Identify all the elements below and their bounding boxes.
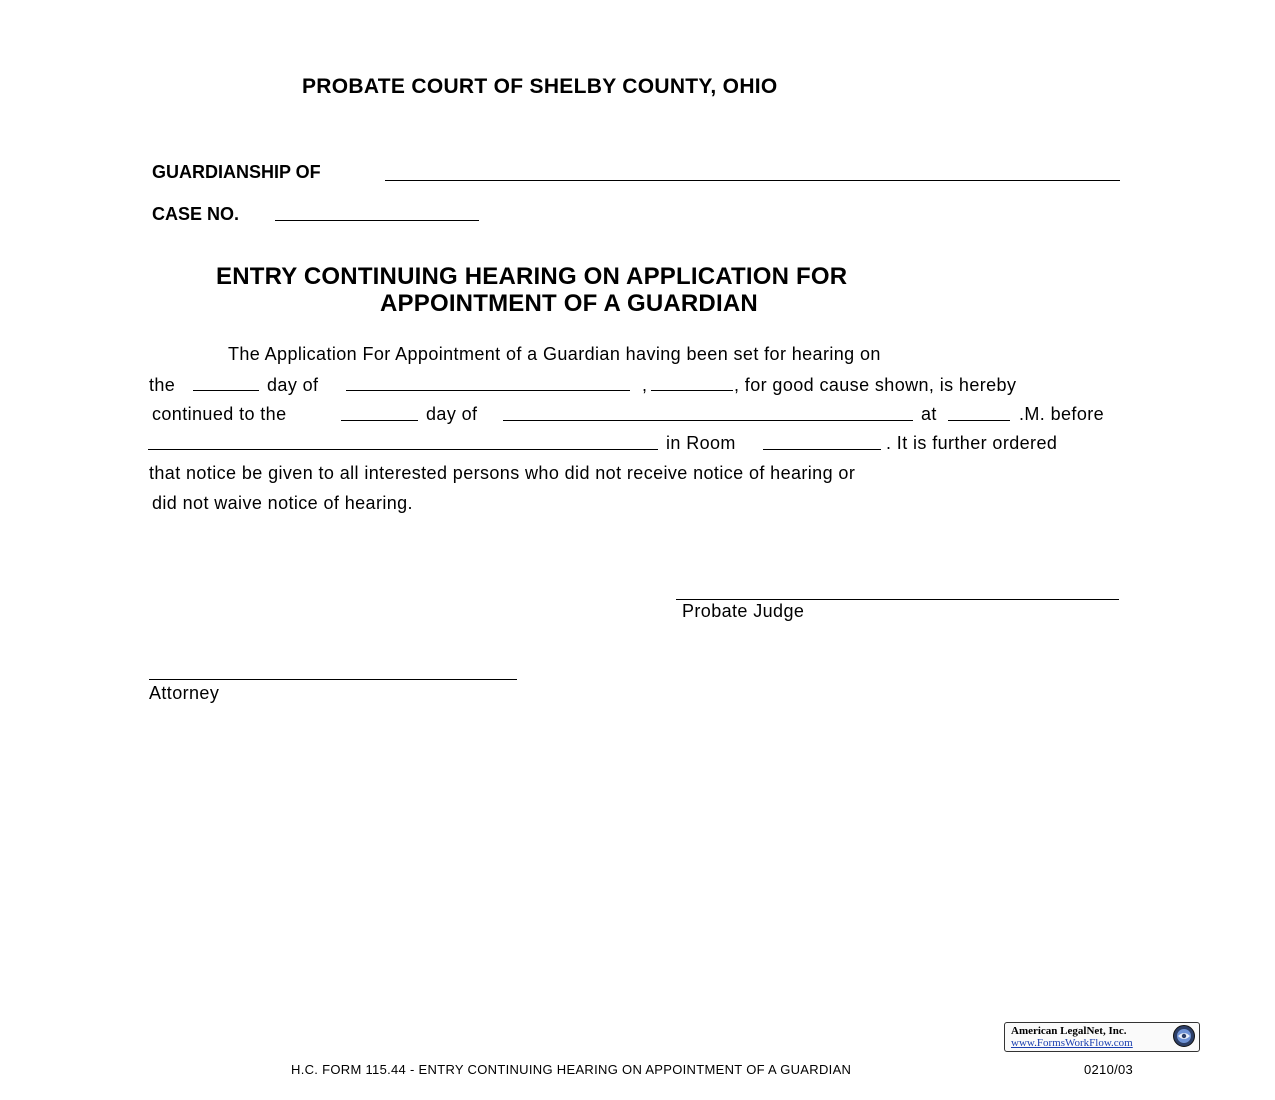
attorney-label: Attorney bbox=[149, 683, 220, 703]
original-month-line[interactable] bbox=[346, 390, 630, 391]
body-line-3-dayof: day of bbox=[426, 404, 478, 424]
body-line-2-comma: , bbox=[642, 375, 648, 395]
logo-company-name: American LegalNet, Inc. bbox=[1011, 1025, 1127, 1037]
body-line-3-continued: continued to the bbox=[152, 404, 287, 424]
entry-heading-line1: ENTRY CONTINUING HEARING ON APPLICATION FOR bbox=[216, 263, 848, 290]
attorney-signature-line[interactable] bbox=[149, 679, 517, 680]
body-line-4-inroom: in Room bbox=[666, 433, 736, 453]
room-number-line[interactable] bbox=[763, 449, 881, 450]
body-line-1: The Application For Appointment of a Guardian having been set for hearing on bbox=[228, 344, 881, 364]
case-no-line[interactable] bbox=[275, 220, 479, 221]
judge-signature-line[interactable] bbox=[676, 599, 1119, 600]
legalnet-logo[interactable] bbox=[1004, 1022, 1200, 1052]
body-line-2-goodcause: , for good cause shown, is hereby bbox=[734, 375, 1017, 395]
body-line-4-ordered: . It is further ordered bbox=[886, 433, 1058, 453]
logo-url-link[interactable]: www.FormsWorkFlow.com bbox=[1011, 1037, 1133, 1049]
magistrate-name-line[interactable] bbox=[148, 449, 658, 450]
continued-day-line[interactable] bbox=[341, 420, 418, 421]
body-line-3-at: at bbox=[921, 404, 937, 424]
body-line-5: that notice be given to all interested persons who did not receive notice of hearing or bbox=[149, 463, 856, 483]
original-day-line[interactable] bbox=[193, 390, 259, 391]
case-no-label: CASE NO. bbox=[152, 204, 240, 224]
body-line-3-before: .M. before bbox=[1019, 404, 1105, 424]
continued-time-line[interactable] bbox=[948, 420, 1010, 421]
body-line-2-dayof: day of bbox=[267, 375, 319, 395]
body-line-2-the: the bbox=[149, 375, 176, 395]
form-code-footer: 0210/03 bbox=[1084, 1062, 1134, 1077]
continued-month-line[interactable] bbox=[503, 420, 913, 421]
form-title-footer: H.C. FORM 115.44 - ENTRY CONTINUING HEARING ON APPOINTMENT OF A GUARDIAN bbox=[291, 1062, 852, 1077]
guardianship-label: GUARDIANSHIP OF bbox=[152, 162, 321, 182]
globe-icon bbox=[1172, 1024, 1196, 1048]
guardianship-name-line[interactable] bbox=[385, 180, 1120, 181]
body-line-6: did not waive notice of hearing. bbox=[152, 493, 413, 513]
judge-label: Probate Judge bbox=[682, 601, 805, 621]
original-year-line[interactable] bbox=[651, 390, 733, 391]
entry-heading-line2: APPOINTMENT OF A GUARDIAN bbox=[380, 290, 758, 317]
court-title: PROBATE COURT OF SHELBY COUNTY, OHIO bbox=[302, 75, 778, 98]
